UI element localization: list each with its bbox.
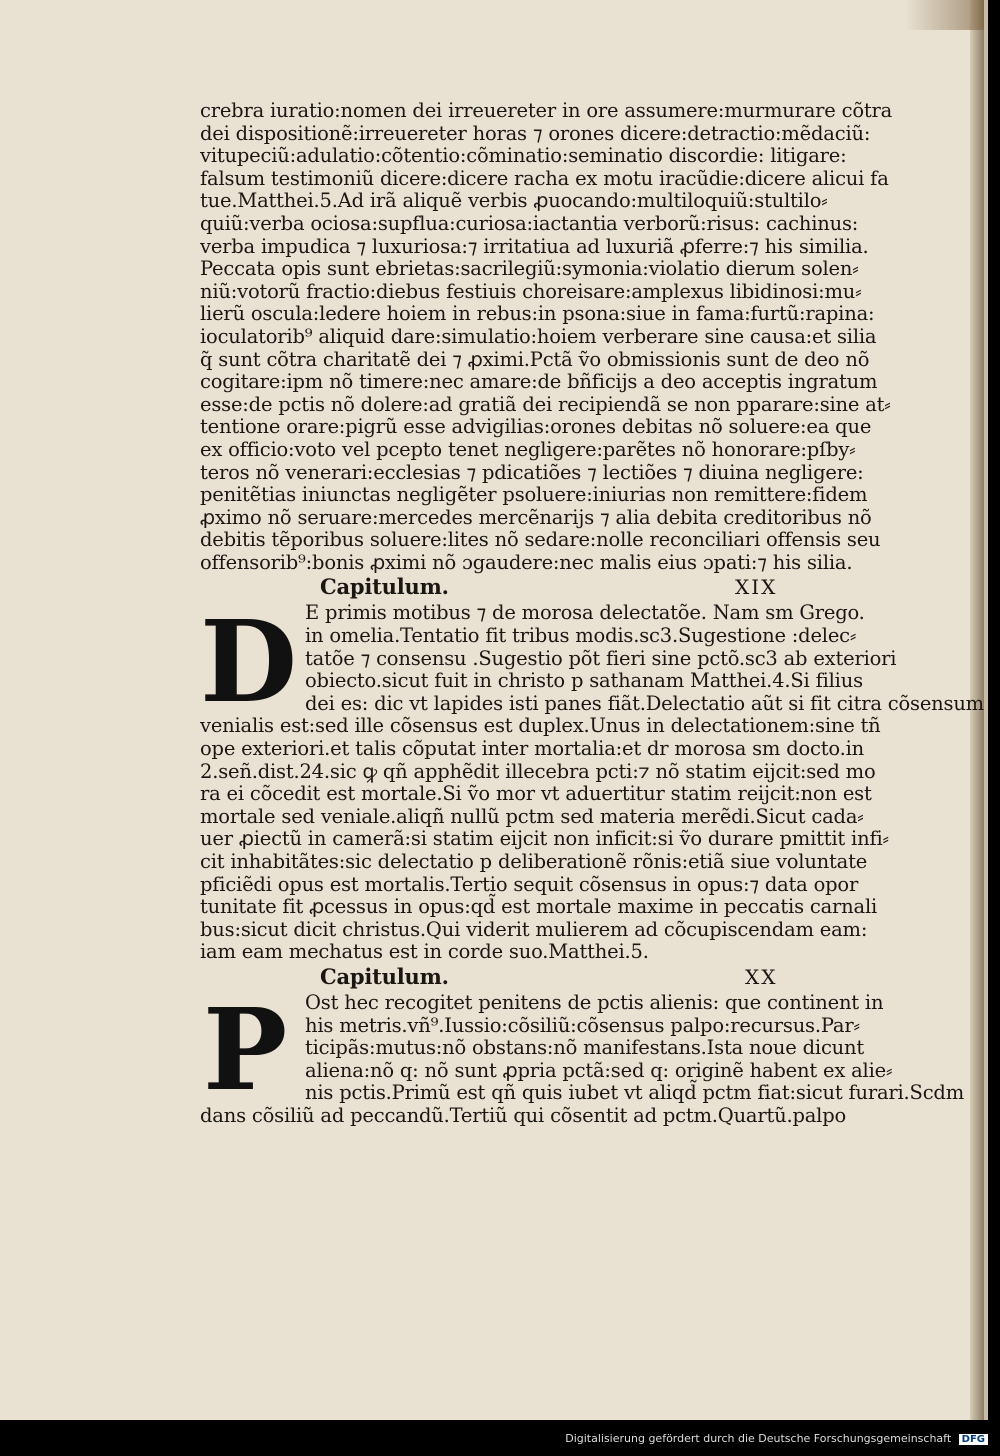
chapter-number: XX [745,964,778,989]
text-line: ra ei cõcedit est mortale.Si ṽo mor vt aduertitur statim reijcit:non est [200,782,872,806]
text-line: venialis est:sed ille cõsensus est duplex.Unus in delectationem:sine tñ [200,714,881,738]
text-line: nis pctis.Primũ est qñ quis iubet vt aliqd̃ pctm fiat:sicut furari.Scdm [305,1081,964,1105]
text-line: penitẽtias iniunctas negligẽter psoluere:iniurias non remittere:fidem [200,483,868,507]
text-line: vitupeciũ:adulatio:cõtentio:cõminatio:seminatio discordie: litigare: [200,144,847,168]
text-line: verba impudica ⁊ luxuriosa:⁊ irritatiua ad luxuriã ꝓferre:⁊ his similia. [200,234,869,258]
text-line: dans cõsiliũ ad peccandũ.Tertiũ qui cõsentit ad pctm.Quartũ.palpo [200,1103,847,1127]
chapter-heading-20 [200,963,915,992]
text-line: his metris.vñ⁹.Iussio:cõsiliũ:cõsensus palpo:recursus.Par⸗ [305,1013,860,1037]
text-block-2 [200,597,984,964]
text-line: ioculatorib⁹ aliquid dare:simulatio:hoiem verberare sine causa:et silia [200,324,877,348]
text-line: ticipãs:mutus:nõ obstans:nõ manifestans.Ista noue dicunt [305,1036,865,1060]
text-line: cit inhabitãtes:sic delectatio p deliberationẽ rõnis:etiã siue voluntate [200,850,868,873]
text-line: niũ:votorũ fractio:diebus festiuis choreisare:amplexus libidinosi:mu⸗ [200,279,862,303]
text-line: mortale sed veniale.aliqñ nullũ pctm sed materia merẽdi.Sicut cada⸗ [200,804,864,828]
text-line: falsum testimoniũ dicere:dicere racha ex motu iracũdie:dicere alicui fa [200,166,889,190]
text-line: tue.Matthei.5.Ad irã aliquẽ verbis ꝓuocando:multiloquiũ:stultilo⸗ [200,189,828,213]
text-line: tentione orare:pigrũ esse advigilias:orones debitas nõ soluere:ea que [200,415,872,439]
text-line: bus:sicut dicit christus.Qui viderit mulierem ad cõcupiscendam eam: [200,917,868,941]
text-line: Peccata opis sunt ebrietas:sacrilegiũ:symonia:violatio dierum solen⸗ [200,257,859,281]
text-line: cogitare:ipm nõ timere:nec amare:de bñficijs a deo acceptis ingratum [200,370,878,394]
footer-text: Digitalisierung gefördert durch die Deutsche Forschungsgemeinschaft [565,1432,952,1445]
text-line: obiecto.sicut fuit in christo p sathanam Matthei.4.Si filius [305,669,863,693]
chapter-20-body [200,984,964,1128]
text-line: q̃ sunt cõtra charitatẽ dei ⁊ ꝓximi.Pctã ṽo obmissionis sunt de deo nõ [200,347,870,371]
text-line: 2.señ.dist.24.sic ꝙ qñ apphẽdit illecebra pcti:⁊ nõ statim eijcit:sed mo [200,759,876,783]
chapter-heading-19 [200,576,915,602]
decorated-initial-d: D [200,597,297,729]
text-line: crebra iuratio:nomen dei irreuereter in ore assumere:murmurare cõtra [200,99,893,122]
text-line: dei es: dic vt lapides isti panes fiãt.Delectatio aũt si fit citra cõsensum [305,691,984,715]
chapter-label: Capitulum. [320,963,449,989]
text-line: ꝓximo nõ seruare:mercedes mercẽnarijs ⁊ alia debita creditoribus nõ [200,505,872,529]
text-line: offensorib⁹:bonis ꝓximi nõ ɔgaudere:nec malis eius ɔpati:⁊ his silia. [200,550,853,574]
text-line: in omelia.Tentatio fit tribus modis.sc3.Sugestione :delec⸗ [305,624,857,648]
page-corner-stain [904,0,984,30]
chapter-19-body [200,597,984,964]
text-line: E primis motibus ⁊ de morosa delectatõe. Nam sm Grego. [305,601,865,625]
text-line: lierũ oscula:ledere hoiem in rebus:in psona:siue in fama:furtũ:rapina: [200,302,875,326]
text-block-1 [200,100,915,574]
text-line: tunitate fit ꝓcessus in opus:qd̃ est mortale maxime in peccatis carnali [200,895,878,919]
text-line: dei dispositionẽ:irreuereter horas ⁊ orones dicere:detractio:mẽdaciũ: [200,121,871,145]
text-line: Ost hec recogitet penitens de pctis alienis: que continent in [305,990,884,1014]
digitization-footer [0,1432,1000,1445]
dfg-logo: DFG [959,1434,988,1445]
text-line: esse:de pctis nõ dolere:ad gratiã dei recipiendã se non pparare:sine at⸗ [200,392,891,416]
text-line: iam eam mechatus est in corde suo.Matthei.5. [200,940,649,964]
chapter-label: Capitulum. [320,574,449,600]
chapter-number: XIX [735,575,778,600]
text-line: ex officio:voto vel pcepto tenet negligere:parẽtes nõ honorare:pſby⸗ [200,437,856,461]
text-line: debitis tẽporibus soluere:lites nõ sedare:nolle reconciliari offensis seu [200,528,881,552]
text-line: pficiẽdi opus est mortalis.Tertio sequit cõsensus in opus:⁊ data opor [200,872,859,896]
decorated-initial-p: P [202,984,288,1116]
text-line: aliena:nõ q: nõ sunt ꝓpria pctã:sed q: originẽ habent ex alie⸗ [305,1058,893,1082]
text-block-3 [200,984,964,1128]
text-line: ope exteriori.et talis cõputat inter mortalia:et dr morosa sm docto.in [200,737,864,761]
text-line: tatõe ⁊ consensu .Sugestio põt fieri sine pctõ.sc3 ab exteriori [305,646,897,670]
text-line: teros nõ venerari:ecclesias ⁊ pdicatiões ⁊ lectiões ⁊ diuina negligere: [200,460,864,484]
page-text [200,99,984,1128]
text-line: quiũ:verba ociosa:supflua:curiosa:iactantia verborũ:risus: cachinus: [200,211,859,235]
text-line: uer ꝓiectũ in camerã:si statim eijcit non inficit:si ṽo durare pmittit infi⸗ [200,827,889,851]
